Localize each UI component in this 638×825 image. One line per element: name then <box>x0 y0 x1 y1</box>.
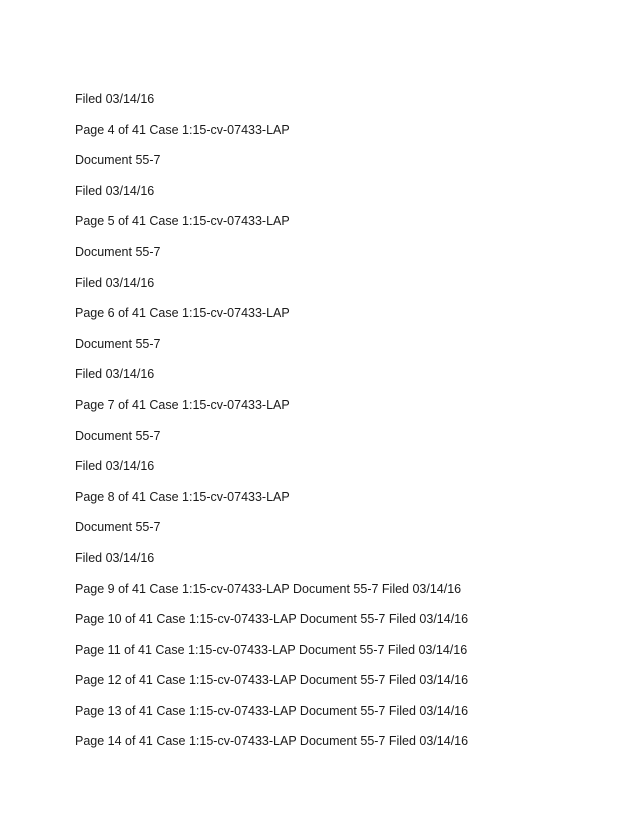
text-line: Filed 03/14/16 <box>75 550 155 565</box>
text-line: Document 55-7 <box>75 336 161 351</box>
text-line: Page 5 of 41 Case 1:15-cv-07433-LAP <box>75 214 290 229</box>
text-line: Document 55-7 <box>75 153 161 168</box>
text-line: Filed 03/14/16 <box>75 183 155 198</box>
text-line: Filed 03/14/16 <box>75 275 155 290</box>
text-line: Document 55-7 <box>75 428 161 443</box>
text-line: Document 55-7 <box>75 244 161 259</box>
text-line: Page 11 of 41 Case 1:15-cv-07433-LAP Document 55-7 Filed 03/14/16 <box>75 642 468 657</box>
text-line: Page 12 of 41 Case 1:15-cv-07433-LAP Document 55-7 Filed 03/14/16 <box>75 673 469 688</box>
document-text-lines <box>75 90 468 763</box>
text-line: Page 10 of 41 Case 1:15-cv-07433-LAP Document 55-7 Filed 03/14/16 <box>75 612 469 627</box>
text-line: Page 6 of 41 Case 1:15-cv-07433-LAP <box>75 306 290 321</box>
text-line: Page 9 of 41 Case 1:15-cv-07433-LAP Document 55-7 Filed 03/14/16 <box>75 581 462 596</box>
text-line: Page 14 of 41 Case 1:15-cv-07433-LAP Document 55-7 Filed 03/14/16 <box>75 734 469 749</box>
text-line: Filed 03/14/16 <box>75 367 155 382</box>
text-line: Page 4 of 41 Case 1:15-cv-07433-LAP <box>75 122 290 137</box>
text-line: Filed 03/14/16 <box>75 459 155 474</box>
text-line: Page 13 of 41 Case 1:15-cv-07433-LAP Document 55-7 Filed 03/14/16 <box>75 703 469 718</box>
text-line: Document 55-7 <box>75 520 161 535</box>
text-line: Page 8 of 41 Case 1:15-cv-07433-LAP <box>75 489 290 504</box>
text-line: Filed 03/14/16 <box>75 92 155 106</box>
text-line: Page 7 of 41 Case 1:15-cv-07433-LAP <box>75 397 290 412</box>
